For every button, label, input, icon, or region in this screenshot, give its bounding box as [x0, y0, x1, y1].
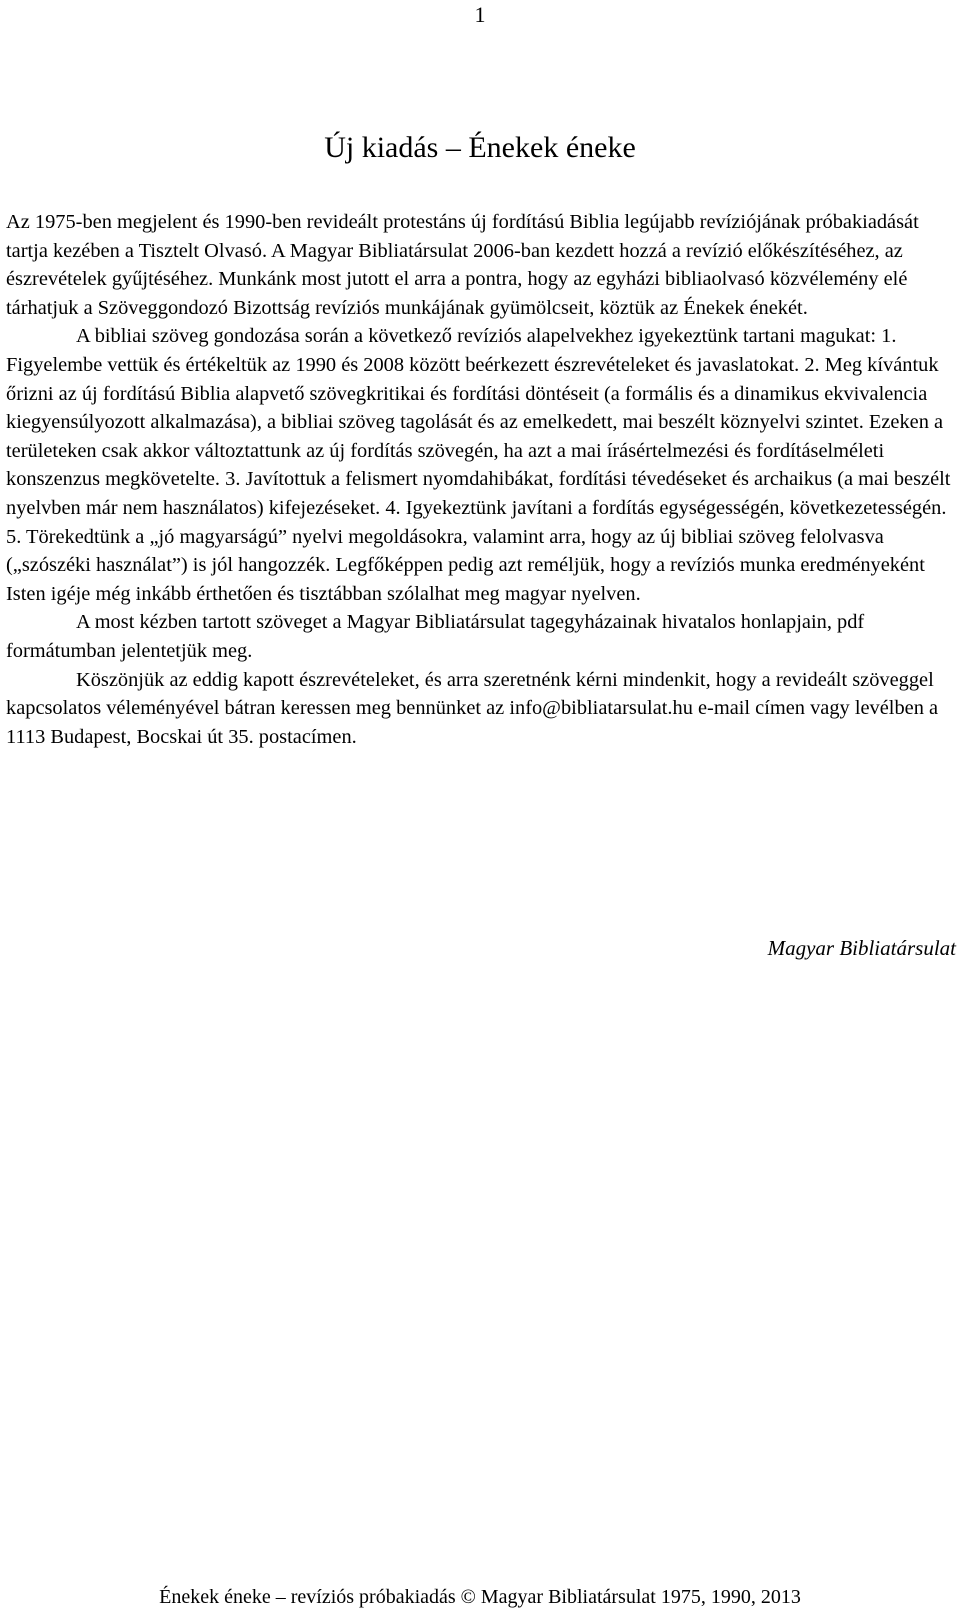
paragraph-intro: Az 1975-ben megjelent és 1990-ben revideált protestáns új fordítású Biblia legújabb revíziójának próbakiadását tartja kezében a Tisztelt Olvasó. A Magyar Bibliatársulat 2006-ban kezdett hozzá a revízió előkészítéséhez, az észrevételek gyűjtéséhez. Munkánk most jutott el arra a pontra, hogy az egyházi bibliaolvasó közvélemény elé tárhatjuk a Szöveggondozó Bizottság revíziós munkájának gyümölcseit, köztük az Énekek énekét. [6, 211, 919, 319]
paragraph-thanks: Köszönjük az eddig kapott észrevételeket, és arra szeretnénk kérni mindenkit, hogy a revideált szöveggel kapcsolatos véleményével bátran keressen meg bennünket az info@bibliatarsulat.hu e-mail címen vagy levélben a 1113 Budapest, Bocskai út 35. postacímen. [6, 668, 939, 748]
signature: Magyar Bibliatársulat [767, 936, 956, 960]
page-footer: Énekek éneke – revíziós próbakiadás © Magyar Bibliatársulat 1975, 1990, 2013 [159, 1586, 801, 1608]
page-number: 1 [474, 2, 486, 27]
page-title: Új kiadás – Énekek éneke [324, 131, 636, 164]
paragraph-publication: A most kézben tartott szöveget a Magyar Bibliatársulat tagegyházainak hivatalos honlapjain, pdf formátumban jelentetjük meg. [6, 611, 865, 662]
paragraph-principles: A bibliai szöveg gondozása során a következő revíziós alapelvekhez igyekeztünk tartani magukat: 1. Figyelembe vettük és értékeltük az 1990 és 2008 között beérkezett észrevételeket és javaslatokat. 2. Meg kívántuk őrizni az új fordítású Biblia alapvető szövegkritikai és fordítási döntéseit (a formális és a dinamikus ekvivalencia kiegyensúlyozott alkalmazása), a bibliai szöveg tagolását és az emelkedett, mai beszélt köznyelvi szintet. Ezeken a területeken csak akkor változtattunk az új fordítás szövegén, ha azt a mai írásértelmezési és fordításelméleti konszenzus megkövetelte. 3. Javítottuk a felismert nyomdahibákat, fordítási tévedéseket és archaikus (a mai beszélt nyelvben már nem használatos) kifejezéseket. 4. Igyekeztünk javítani a fordítás egységességén, következetességén. 5. Törekedtünk a „jó magyarságú” nyelvi megoldásokra, valamint arra, hogy az új bibliai szöveg felolvasva („szószéki használat”) is jól hangozzék. Legfőképpen pedig azt reméljük, hogy a revíziós munka eredményeként Isten igéje még inkább érthetően és tisztábban szólalhat meg magyar nyelven. [6, 325, 951, 605]
body-text [6, 208, 954, 751]
